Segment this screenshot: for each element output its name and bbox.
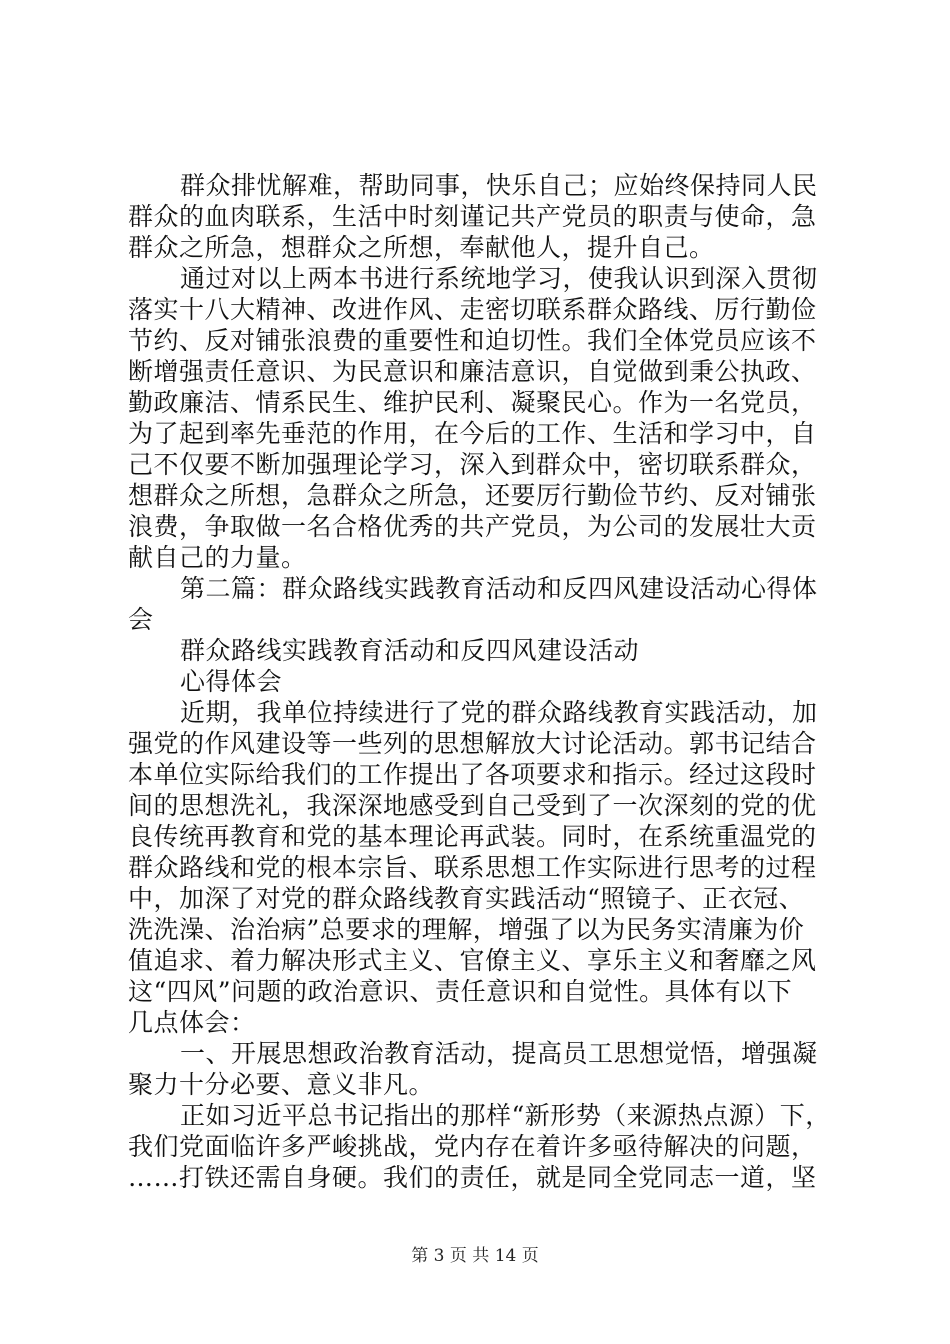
text-line: 我们党面临许多严峻挑战，党内存在着许多亟待解决的问题， xyxy=(128,1132,817,1161)
text-line: 节约、反对铺张浪费的重要性和迫切性。我们全体党员应该不 xyxy=(128,326,817,355)
section-heading-continued: 会 xyxy=(128,605,154,634)
text-line: 本单位实际给我们的工作提出了各项要求和指示。经过这段时 xyxy=(128,760,817,789)
text-line: 间的思想洗礼，我深深地感受到自己受到了一次深刻的党的优 xyxy=(128,791,817,820)
text-line: 强党的作风建设等一些列的思想解放大讨论活动。郭书记结合 xyxy=(128,729,817,758)
text-line: 想群众之所想，急群众之所急，还要厉行勤俭节约、反对铺张 xyxy=(128,481,817,510)
text-line: 为了起到率先垂范的作用，在今后的工作、生活和学习中，自 xyxy=(128,419,817,448)
text-line: 正如习近平总书记指出的那样“新形势（来源热点源）下， xyxy=(180,1101,831,1130)
article-title: 群众路线实践教育活动和反四风建设活动 xyxy=(180,636,640,665)
text-line: 群众之所急，想群众之所想，奉献他人，提升自己。 xyxy=(128,233,715,262)
text-line: 群众路线和党的根本宗旨、联系思想工作实际进行思考的过程 xyxy=(128,853,817,882)
text-line: 勤政廉洁、情系民生、维护民利、凝聚民心。作为一名党员， xyxy=(128,388,817,417)
text-line: 落实十八大精神、改进作风、走密切联系群众路线、厉行勤俭 xyxy=(128,295,817,324)
article-subtitle: 心得体会 xyxy=(180,667,283,696)
text-line: 群众排忧解难，帮助同事，快乐自己；应始终保持同人民 xyxy=(180,171,818,200)
text-line: 聚力十分必要、意义非凡。 xyxy=(128,1070,435,1099)
text-line: 断增强责任意识、为民意识和廉洁意识，自觉做到秉公执政、 xyxy=(128,357,817,386)
text-line: 浪费，争取做一名合格优秀的共产党员，为公司的发展壮大贡 xyxy=(128,512,817,541)
section-heading: 第二篇：群众路线实践教育活动和反四风建设活动心得体 xyxy=(180,574,818,603)
text-line: 己不仅要不断加强理论学习，深入到群众中，密切联系群众， xyxy=(128,450,817,479)
text-line: 群众的血肉联系，生活中时刻谨记共产党员的职责与使命，急 xyxy=(128,202,817,231)
text-line: 值追求、着力解决形式主义、官僚主义、享乐主义和奢靡之风 xyxy=(128,946,817,975)
text-line: 良传统再教育和党的基本理论再武装。同时，在系统重温党的 xyxy=(128,822,817,851)
page-number-footer: 第 3 页 共 14 页 xyxy=(411,1246,539,1266)
text-line: 中，加深了对党的群众路线教育实践活动“照镜子、正衣冠、 xyxy=(128,884,805,913)
text-line: 通过对以上两本书进行系统地学习，使我认识到深入贯彻 xyxy=(180,264,818,293)
text-line: 洗洗澡、治治病”总要求的理解，增强了以为民务实清廉为价 xyxy=(128,915,805,944)
text-line: 这“四风”问题的政治意识、责任意识和自觉性。具体有以下 xyxy=(128,977,793,1006)
text-line: 献自己的力量。 xyxy=(128,543,307,572)
text-line: 几点体会： xyxy=(128,1008,256,1037)
text-line: 近期，我单位持续进行了党的群众路线教育实践活动，加 xyxy=(180,698,818,727)
text-line: 一、开展思想政治教育活动，提高员工思想觉悟，增强凝 xyxy=(180,1039,818,1068)
text-line: ……打铁还需自身硬。我们的责任，就是同全党同志一道，坚 xyxy=(128,1163,817,1192)
